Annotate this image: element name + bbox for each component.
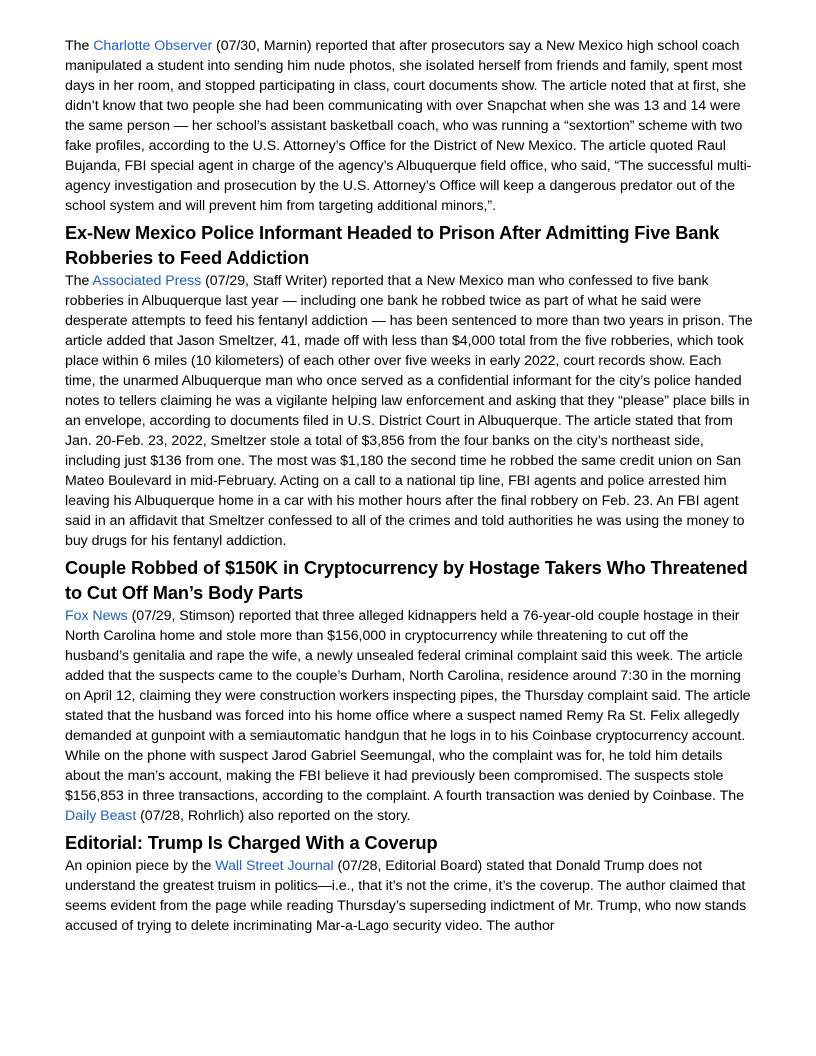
article-wall-street-journal — [65, 856, 755, 936]
source-link-wall-street-journal[interactable]: Wall Street Journal — [215, 858, 334, 874]
article-prefix: An opinion piece by the — [65, 858, 216, 874]
source-link-daily-beast[interactable]: Daily Beast — [65, 808, 137, 824]
article-body: (07/29, Stimson) reported that three alleged kidnappers held a 76-year-old couple hostage in their North Carolina home and stole more than $156,000 in cryptocurrency while threatening to cut off the husband’s genitalia and rape the wife, a newly unsealed federal criminal complaint said this week. The article added that the suspects came to the couple’s Durham, North Carolina, residence around 7:30 in the morning on April 12, claiming they were construction workers inspecting pipes, the Thursday complaint said. The article stated that the husband was forced into his home office where a suspect named Remy Ra St. Felix allegedly demanded at gunpoint with a semiautomatic handgun that he logs in to his Coinbase cryptocurrency account. While on the phone with suspect Jarod Gabriel Seemungal, who the complaint was for, he told him details about the man’s account, making the FBI believe it had previously been compromised. The suspects stole $156,853 in three transactions, according to the complaint. A fourth transaction was denied by Coinbase. The — [65, 608, 751, 804]
headline-crypto-hostage: Couple Robbed of $150K in Cryptocurrency by Hostage Takers Who Threatened to Cut Off Man’s Body Parts — [65, 558, 748, 603]
headline-police-informant: Ex-New Mexico Police Informant Headed to Prison After Admitting Five Bank Robberies to Feed Addiction — [65, 223, 720, 268]
source-link-fox-news[interactable]: Fox News — [65, 608, 128, 624]
headline-trump-coverup: Editorial: Trump Is Charged With a Coverup — [65, 833, 438, 853]
source-link-associated-press[interactable]: Associated Press — [92, 273, 202, 289]
article-body: (07/29, Staff Writer) reported that a New Mexico man who confessed to five bank robberies in Albuquerque last year — including one bank he robbed twice as part of what he said were desperate attempts to feed his fentanyl addiction — has been sentenced to more than two years in prison. The article added that Jason Smeltzer, 41, made off with less than $4,000 total from the five robberies, which took place within 6 miles (10 kilometers) of each other over five weeks in early 2022, court records show. Each time, the unarmed Albuquerque man who once served as a confidential informant for the city’s police handed notes to tellers claiming he was a vigilante helping law enforcement and asking that they “please” place bills in an envelope, according to documents filed in U.S. District Court in Albuquerque. The article stated that from Jan. 20-Feb. 23, 2022, Smeltzer stole a total of $3,856 from the four banks on the city’s northeast side, including just $136 from one. The most was $1,180 the second time he robbed the same credit union on San Mateo Boulevard in mid-February. Acting on a call to a national tip line, FBI agents and police arrested him leaving his Albuquerque home in a car with his mother hours after the final robbery on Feb. 23. An FBI agent said in an affidavit that Smeltzer confessed to all of the crimes and told authorities he was using the money to buy drugs for his fentanyl addiction. — [65, 273, 753, 549]
article-fox-news — [65, 606, 755, 826]
article-body: (07/28, Editorial Board) stated that Donald Trump does not understand the greatest truism in politics—i.e., that it’s not the crime, it’s the coverup. The author claimed that seems evident from the page while reading Thursday’s superseding indictment of Mr. Trump, who now stands accused of trying to delete incriminating Mar-a-Lago security video. The author — [65, 858, 747, 934]
article-body-end: (07/28, Rohrlich) also reported on the story. — [136, 808, 411, 824]
article-charlotte-observer: The Charlotte Observer (07/30, Marnin) reported that after prosecutors say a New Mexico high school coach manipulated a student into sending him nude photos, she isolated herself from friends and family, spent most days in her room, and stopped participating in class, court documents show. The article noted that at first, she didn’t know that two people she had been communicating with over Snapchat when she was 13 and 14 were the same person — her school’s assistant basketball coach, who was running a “sextortion” scheme with two fake profiles, according to the U.S. Attorney’s Office for the District of New Mexico. The article quoted Raul Bujanda, FBI special agent in charge of the agency’s Albuquerque field office, who said, “The successful multi-agency investigation and prosecution by the U.S. Attorney’s Office will keep a dangerous predator out of the school system and will prevent him from targeting additional minors,”. — [65, 38, 752, 214]
article-associated-press: The Associated Press (07/29, Staff Writer) reported that a New Mexico man who confessed to five bank robberies in Albuquerque last year — including one bank he robbed twice as part of what he said were desperate attempts to feed his fentanyl addiction — has been sentenced to more than two years in prison. The article added that Jason Smeltzer, 41, made off with less than $4,000 total from the five robberies, which took place within 6 miles (10 kilometers) of each other over five weeks in early 2022, court records show. Each time, the unarmed Albuquerque man who once served as a confidential informant for the city’s police handed notes to tellers claiming he was a vigilante helping law enforcement and asking that they “please” place bills in an envelope, according to documents filed in U.S. District Court in Albuquerque. The article stated that from Jan. 20-Feb. 23, 2022, Smeltzer stole a total of $3,856 from the four banks on the city’s northeast side, including just $136 from one. The most was $1,180 the second time he robbed the same credit union on San Mateo Boulevard in mid-February. Acting on a call to a national tip line, FBI agents and police arrested him leaving his Albuquerque home in a car with his mother hours after the final robbery on Feb. 23. An FBI agent said in an affidavit that Smeltzer confessed to all of the crimes and told authorities he was using the money to buy drugs for his fentanyl addiction. — [65, 273, 753, 549]
document-page — [65, 36, 755, 936]
article-body: (07/30, Marnin) reported that after prosecutors say a New Mexico high school coach manipulated a student into sending him nude photos, she isolated herself from friends and family, spent most days in her room, and stopped participating in class, court documents show. The article noted that at first, she didn’t know that two people she had been communicating with over Snapchat when she was 13 and 14 were the same person — her school’s assistant basketball coach, who was running a “sextortion” scheme with two fake profiles, according to the U.S. Attorney’s Office for the District of New Mexico. The article quoted Raul Bujanda, FBI special agent in charge of the agency’s Albuquerque field office, who said, “The successful multi-agency investigation and prosecution by the U.S. Attorney’s Office will keep a dangerous predator out of the school system and will prevent him from targeting additional minors,”. — [65, 38, 752, 214]
source-link-charlotte-observer[interactable]: Charlotte Observer — [93, 38, 213, 54]
